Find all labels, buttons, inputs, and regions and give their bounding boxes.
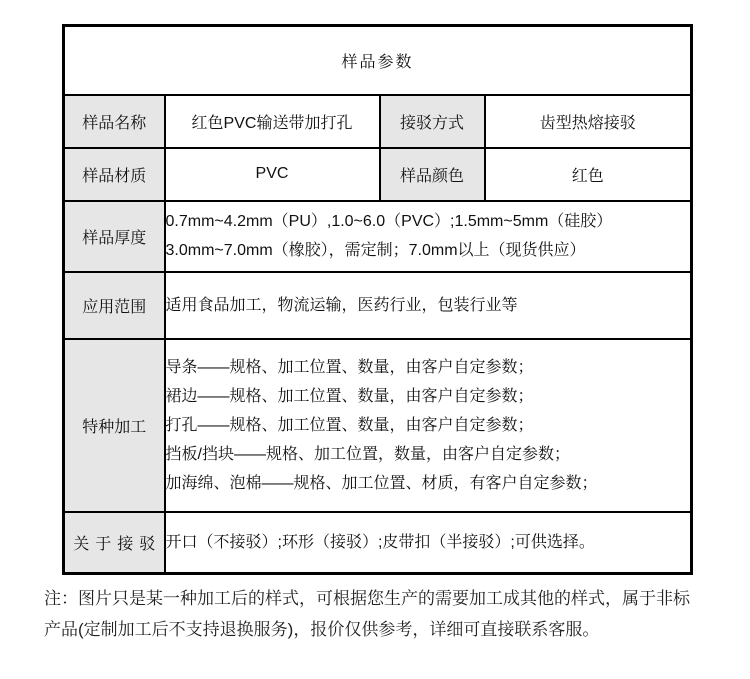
footnote-line: 产品(定制加工后不支持退换服务)，报价仅供参考，详细可直接联系客服。 (44, 620, 600, 639)
table-title: 样品参数 (64, 26, 692, 95)
table-row (64, 95, 692, 148)
value-sample-color: 红色 (485, 148, 692, 201)
label-application-scope: 应用范围 (64, 272, 165, 339)
value-special-processing (165, 339, 692, 512)
table-row (64, 148, 692, 201)
value-about-joint (165, 512, 692, 574)
label-sample-name: 样品名称 (64, 95, 165, 148)
table-row (64, 339, 692, 512)
table-row (64, 512, 692, 574)
value-sample-material: PVC (165, 148, 380, 201)
label-about-joint: 关于接驳 (64, 512, 165, 574)
label-joint-method: 接驳方式 (380, 95, 485, 148)
table-title-row (64, 26, 692, 95)
value-sample-name: 红色PVC输送带加打孔 (165, 95, 380, 148)
scope-line: 适用食品加工，物流运输，医药行业，包装行业等 (165, 296, 518, 314)
thickness-line: 0.7mm~4.2mm（PU）,1.0~6.0（PVC）;1.5mm~5mm（硅胶） (165, 213, 613, 230)
joint-line: 开口（不接驳）;环形（接驳）;皮带扣（半接驳）;可供选择。 (165, 533, 595, 551)
special-line: 裙边——规格、加工位置、数量，由客户自定参数； (165, 387, 534, 405)
table-row (64, 201, 692, 272)
spec-table (62, 24, 693, 575)
label-sample-material: 样品材质 (64, 148, 165, 201)
value-application-scope (165, 272, 692, 339)
label-sample-thickness: 样品厚度 (64, 201, 165, 272)
thickness-line: 3.0mm~7.0mm（橡胶），需定制；7.0mm以上（现货供应） (165, 242, 586, 259)
special-line: 挡板/挡块——规格、加工位置，数量，由客户自定参数； (165, 445, 570, 463)
footnote (44, 583, 724, 645)
value-sample-thickness (165, 201, 692, 272)
special-line: 导条——规格、加工位置、数量，由客户自定参数； (165, 358, 534, 376)
footnote-line: 注：图片只是某一种加工后的样式，可根据您生产的需要加工成其他的样式，属于非标 (44, 589, 690, 608)
label-sample-color: 样品颜色 (380, 148, 485, 201)
special-line: 加海绵、泡棉——规格、加工位置、材质，有客户自定参数； (165, 474, 598, 492)
value-joint-method: 齿型热熔接驳 (485, 95, 692, 148)
special-line: 打孔——规格、加工位置、数量，由客户自定参数； (165, 416, 534, 434)
label-special-processing: 特种加工 (64, 339, 165, 512)
table-row (64, 272, 692, 339)
